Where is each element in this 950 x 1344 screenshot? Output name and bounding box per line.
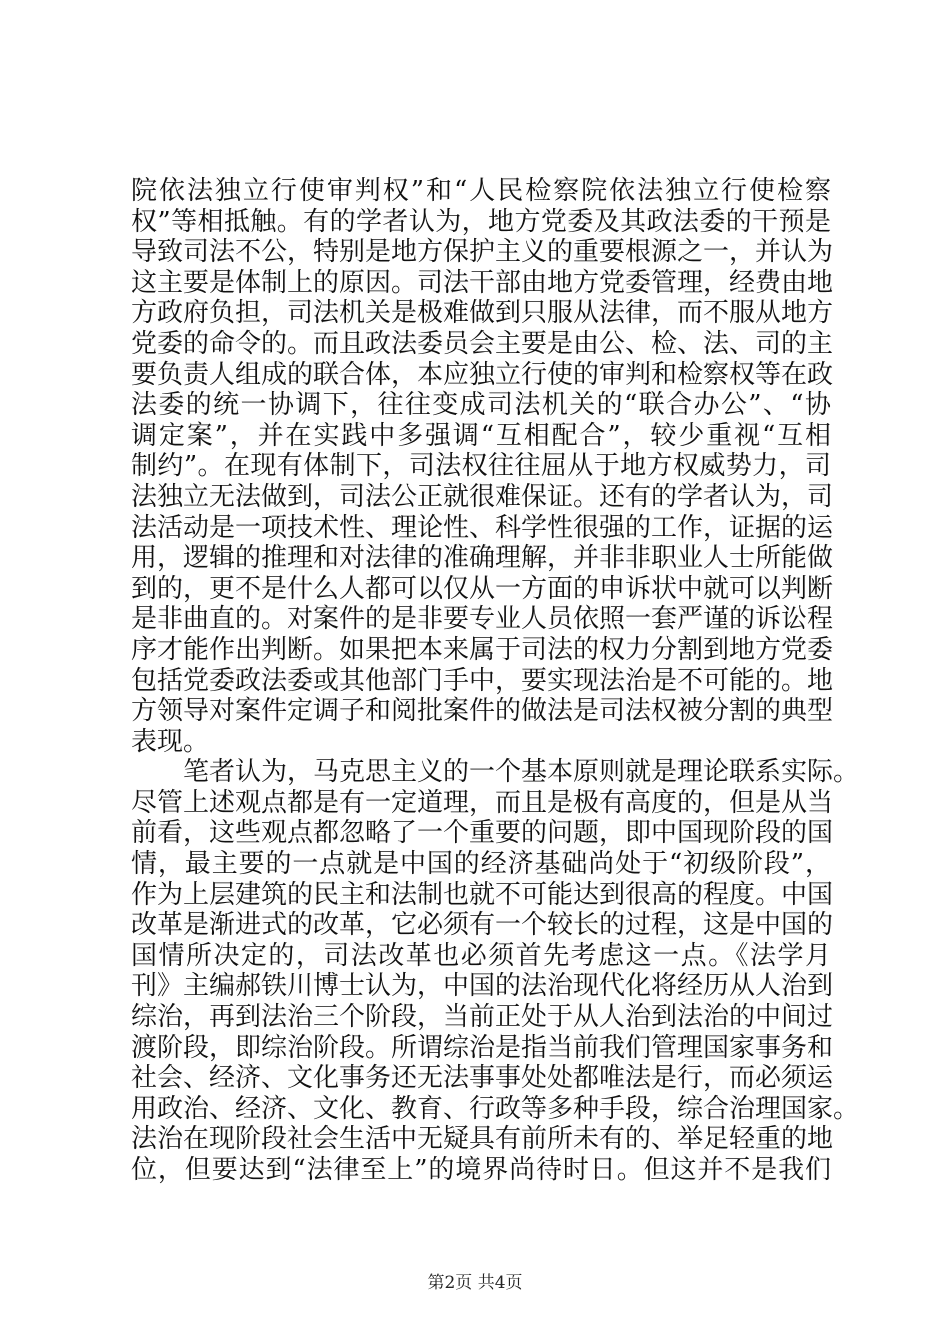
text-line: 刊》主编郝铁川博士认为，中国的法治现代化将经历从人治到 <box>131 971 834 1002</box>
text-line: 综治，再到法治三个阶段，当前正处于从人治到法治的中间过 <box>131 1002 834 1033</box>
text-line: 方政府负担，司法机关是极难做到只服从法律，而不服从地方 <box>131 298 834 329</box>
text-line: 序才能作出判断。如果把本来属于司法的权力分割到地方党委 <box>131 634 834 665</box>
text-line: 表现。 <box>131 726 210 757</box>
paragraph-start-line: 笔者认为，马克思主义的一个基本原则就是理论联系实际。 <box>183 757 860 788</box>
text-line: 要负责人组成的联合体，本应独立行使的审判和检察权等在政 <box>131 359 834 390</box>
text-line: 院依法独立行使审判权”和“人民检察院依法独立行使检察 <box>131 176 831 206</box>
text-line: 用政治、经济、文化、教育、行政等多种手段，综合治理国家。 <box>131 1093 860 1124</box>
text-line: 导致司法不公，特别是地方保护主义的重要根源之一，并认为 <box>131 237 834 268</box>
text-line: 情，最主要的一点就是中国的经济基础尚处于“初级阶段”， <box>131 849 831 880</box>
page-number-footer: 第2页 共4页 <box>427 1273 523 1293</box>
text-line: 权”等相抵触。有的学者认为，地方党委及其政法委的干预是 <box>131 206 831 237</box>
text-line: 社会、经济、文化事务还无法事事处处都唯法是行，而必须运 <box>131 1063 834 1094</box>
text-line: 渡阶段，即综治阶段。所谓综治是指当前我们管理国家事务和 <box>131 1032 834 1063</box>
text-line: 这主要是体制上的原因。司法干部由地方党委管理，经费由地 <box>131 267 834 298</box>
text-line: 法活动是一项技术性、理论性、科学性很强的工作，证据的运 <box>131 512 834 543</box>
document-body <box>131 176 860 1186</box>
text-line: 是非曲直的。对案件的是非要专业人员依照一套严谨的诉讼程 <box>131 604 834 635</box>
text-line: 包括党委政法委或其他部门手中，要实现法治是不可能的。地 <box>131 665 834 696</box>
text-line: 到的，更不是什么人都可以仅从一方面的申诉状中就可以判断 <box>131 573 834 604</box>
text-line: 法委的统一协调下，往往变成司法机关的“联合办公”、“协 <box>131 390 831 421</box>
text-line: 调定案”，并在实践中多强调“互相配合”，较少重视“互相 <box>131 420 831 451</box>
text-line: 法独立无法做到，司法公正就很难保证。还有的学者认为，司 <box>131 481 834 512</box>
text-line: 用，逻辑的推理和对法律的准确理解，并非非职业人士所能做 <box>131 543 834 574</box>
text-line: 位，但要达到“法律至上”的境界尚待时日。但这并不是我们 <box>131 1155 831 1185</box>
text-line: 党委的命令的。而且政法委员会主要是由公、检、法、司的主 <box>131 328 834 359</box>
text-line: 制约”。在现有体制下，司法权往往屈从于地方权威势力，司 <box>131 451 831 482</box>
text-line: 作为上层建筑的民主和法制也就不可能达到很高的程度。中国 <box>131 879 834 910</box>
text-line: 改革是渐进式的改革，它必须有一个较长的过程，这是中国的 <box>131 910 834 941</box>
text-line: 国情所决定的，司法改革也必须首先考虑这一点。《法学月 <box>131 940 831 971</box>
text-line: 前看，这些观点都忽略了一个重要的问题，即中国现阶段的国 <box>131 818 834 849</box>
text-line: 方领导对案件定调子和阅批案件的做法是司法权被分割的典型 <box>131 696 834 727</box>
text-line: 法治在现阶段社会生活中无疑具有前所未有的、举足轻重的地 <box>131 1124 834 1155</box>
text-line: 尽管上述观点都是有一定道理，而且是极有高度的，但是从当 <box>131 787 834 818</box>
